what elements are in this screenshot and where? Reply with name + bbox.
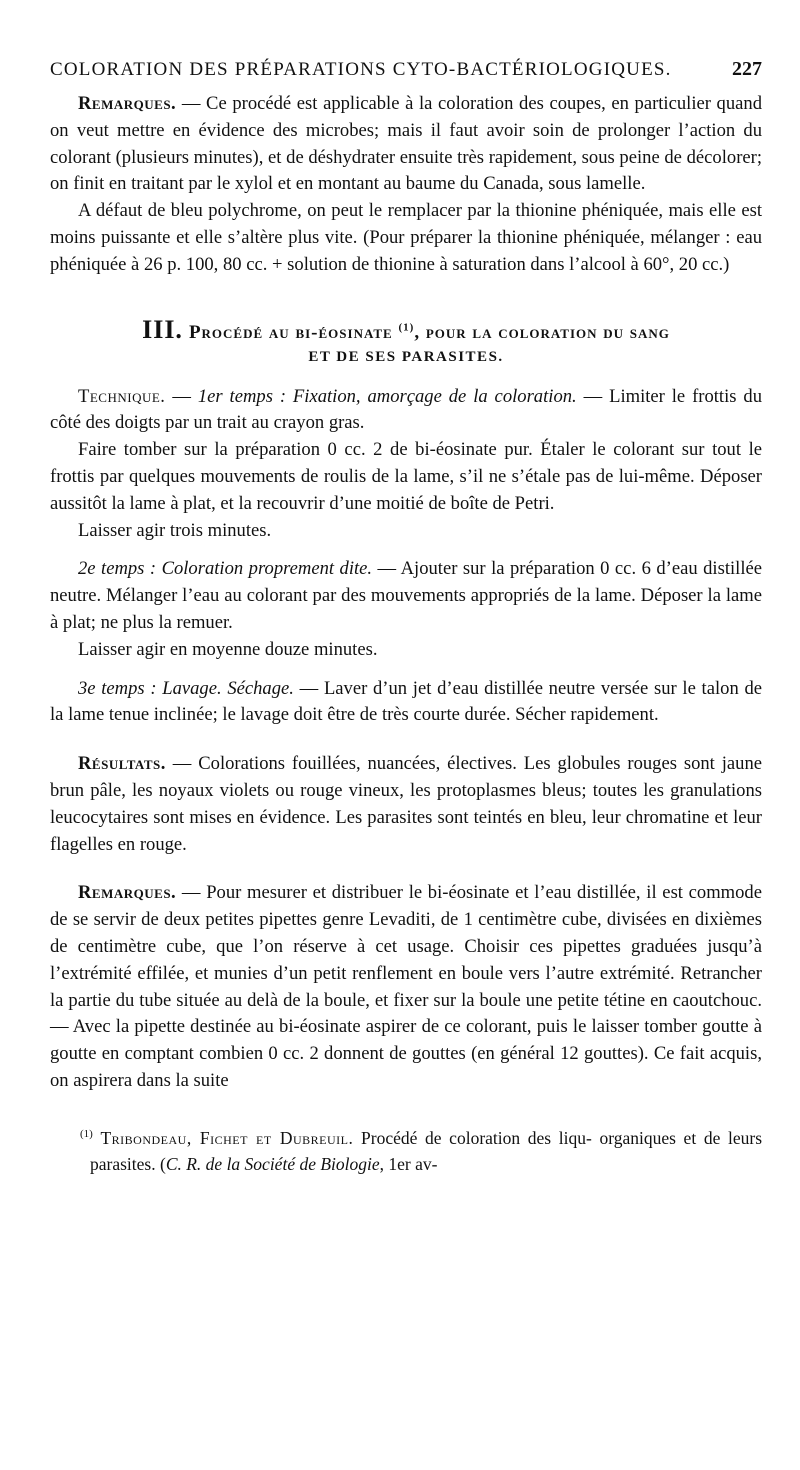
- running-title: COLORATION DES PRÉPARATIONS CYTO-BACTÉRIOLOGIQUES.: [50, 59, 672, 80]
- step3-heading: 3e temps : Lavage. Séchage.: [78, 677, 294, 699]
- footnote-date: , 1er av-: [379, 1153, 438, 1174]
- step2-paragraph-2: Laisser agir en moyenne douze minutes.: [78, 638, 378, 660]
- remarques2-label: Remarques.: [78, 882, 177, 904]
- page-number: 227: [732, 58, 762, 80]
- footnote: [50, 1125, 762, 1177]
- footnote-authors: Tribondeau, Fichet et Dubreuil.: [100, 1127, 354, 1148]
- step1-paragraph-2: Faire tomber sur la préparation 0 cc. 2 de bi-éosinate pur. Étaler le colorant sur tout le frottis par quelques mouvements de roulis de la lame, s’il ne s’étale pas de lui-même. Déposer aussitôt la lame à plat, et la recouvrir d’une moitié de boîte de Petri.: [50, 439, 762, 514]
- footnote-citation: C. R. de la Société de Biologie: [165, 1153, 380, 1174]
- technique-label: Technique.: [78, 385, 166, 407]
- remarques-text: — Ce procédé est applicable à la coloration des coupes, en particulier quand on veut mettre en évidence des microbes; mais il faut avoir soin de prolonger l’action du colorant (plusieurs minutes), et de déshydrater ensuite très rapidement, sous peine de décolorer; on finit en traitant par le xylol et en montant au baume du Canada, sous lamelle.: [50, 93, 762, 195]
- thionine-paragraph: A défaut de bleu polychrome, on peut le remplacer par la thionine phéniquée, mais elle est moins puissante et elle s’altère plus vite. (Pour préparer la thionine phéniquée, mélanger : eau phéniquée à 26 p. 100, 80 cc. + solution de thionine à saturation dans l’alcool à 60°, 20 cc.): [50, 200, 762, 275]
- remarques2-paragraph: [50, 880, 762, 1094]
- step1-text: — Limiter le frottis du côté des doigts par un trait au crayon gras.: [50, 385, 762, 434]
- remarques2-text: — Pour mesurer et distribuer le bi-éosinate et l’eau distillée, il est commode de se servir de deux petites pipettes genre Levaditi, de 1 centimètre cube, divisées en dixièmes de centimètre cube, que l’on réserve à cet usage. Choisir ces pipettes graduées jusqu’à l’extrémité effilée, et munies d’un petit renflement en boule vers l’autre extrémité. Retrancher la partie du tube située au delà de la boule, et fixer sur la boule une petite tétine en caoutchouc. — Avec la pipette destinée au bi-éosinate aspirer de ce colorant, puis le laisser tomber goutte à goutte en comptant combien 0 cc. 2 donnent de gouttes (en général 12 gouttes). Ce fait acquis, on aspirera dans la suite: [50, 882, 762, 1091]
- technique-step2: [50, 556, 762, 636]
- step1-paragraph-3: Laisser agir trois minutes.: [78, 519, 272, 541]
- step2-text: — Ajouter sur la préparation 0 cc. 6 d’eau distillée neutre. Mélanger l’eau au colorant par des mouvements appropriés de la lame. Déposer la lame à plat; ne plus la remuer.: [50, 558, 762, 633]
- resultats-text: — Colorations fouillées, nuancées, électives. Les globules rouges sont jaune brun pâle, les noyaux violets ou rouge vineux, les protoplasmes bleus; toutes les granulations leucocytaires sont mises en évidence. Les parasites sont teintés en bleu, leur chromatine et leur flagelles en rouge.: [50, 753, 762, 855]
- footnote-reference[interactable]: (1): [398, 321, 415, 334]
- section-title-a: Procédé au bi-éosinate: [188, 321, 393, 343]
- footnote-text: Procédé de coloration des liqu- organiques et de leurs parasites. (: [90, 1127, 763, 1174]
- resultats-paragraph: [50, 751, 762, 858]
- section-heading: [50, 315, 762, 366]
- step1-heading: 1er temps : Fixation, amorçage de la coloration.: [197, 385, 577, 407]
- remarques-paragraph: [50, 91, 762, 198]
- technique-step3: [50, 676, 762, 730]
- step3-text: — Laver d’un jet d’eau distillée neutre versée sur le talon de la lame tenue inclinée; le lavage doit être de très courte durée. Sécher rapidement.: [50, 677, 762, 726]
- footnote-marker: (1): [80, 1127, 93, 1140]
- technique-step1: Technique. — 1er temps : Fixation, amorçage de la coloration. — Limiter le frottis du côté des doigts par un trait au crayon gras.: [50, 385, 762, 434]
- running-head: [50, 58, 762, 81]
- section-numeral: III.: [142, 314, 183, 344]
- step2-heading: 2e temps : Coloration proprement dite.: [78, 558, 373, 580]
- section-title-b: , pour la coloration du sang: [414, 321, 670, 343]
- resultats-label: Résultats.: [78, 753, 166, 775]
- section-title-line2: ET DE SES PARASITES.: [308, 348, 504, 365]
- remarques-label: Remarques.: [78, 93, 177, 114]
